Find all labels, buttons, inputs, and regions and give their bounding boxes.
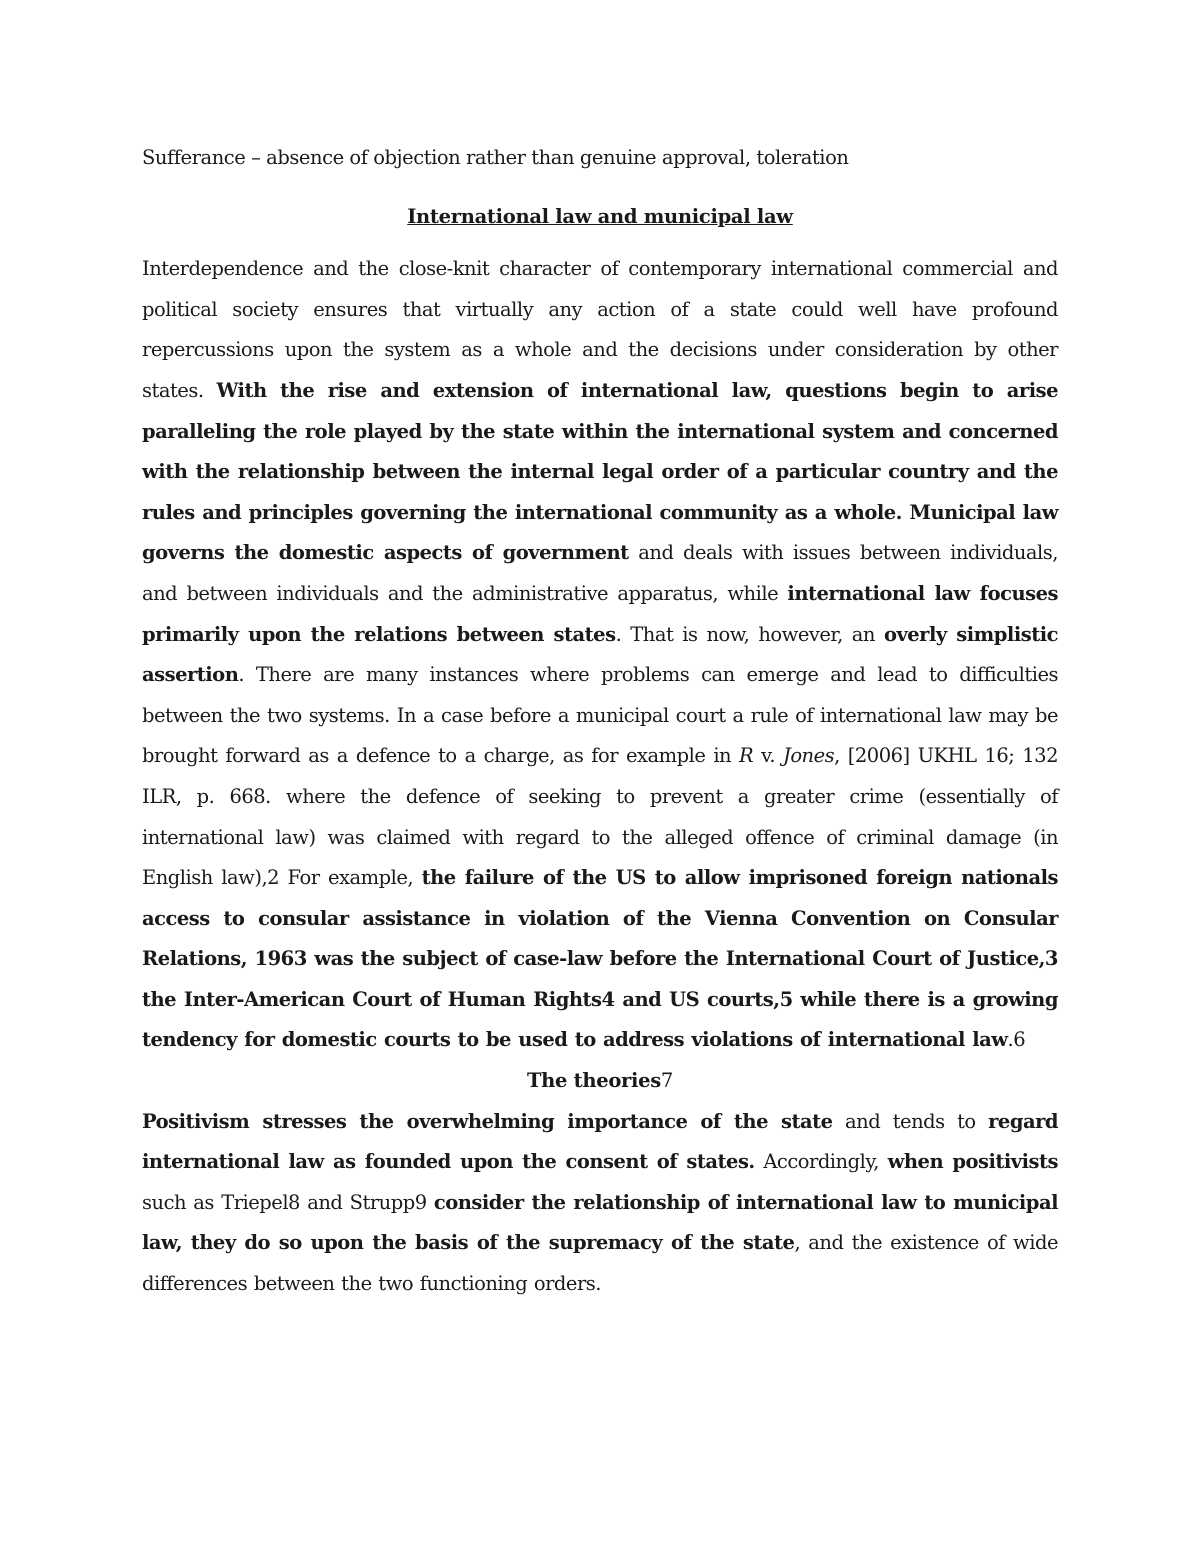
para1-text-6: .6 [1007, 1028, 1026, 1052]
para2-text-1: and tends to [832, 1109, 989, 1133]
para1-bold-3: overly simplistic assertion [142, 622, 1058, 687]
para1-bold-2: international law focuses primarily upon the relations between states [142, 581, 1058, 646]
subsection-title-note: 7 [660, 1069, 674, 1093]
para2-text-4: , and the existence of wide differences between the two functioning orders. [142, 1231, 1058, 1296]
case-versus: v. [753, 744, 783, 768]
section-title: International law and municipal law [407, 204, 793, 228]
para1-bold-4: the failure of the US to allow imprisoned foreign nationals access to consular assistance in violation of the Vienna Convention on Consular Relations, 1963 was the subject of case-law before the International Court of Justice,3 the Inter-American Court of Human Rights4 and US courts,5 while there is a growing tendency for domestic courts to be used to address violations of international law [142, 866, 1059, 1052]
case-name-jones: Jones [783, 744, 835, 768]
subsection-title-text: The theories [526, 1069, 661, 1093]
subsection-title [142, 1061, 1058, 1102]
para1-text-4: . There are many instances where problems can emerge and lead to difficulties between the two systems. In a case before a municipal court a rule of international law may be brought forward as a defence to a charge, as for example in [142, 663, 1058, 768]
body-paragraph-2 [142, 1102, 1058, 1305]
para1-text-5: , [2006] UKHL 16; 132 ILR, p. 668. where the defence of seeking to prevent a greater crime (essentially of international law) was claimed with regard to the alleged offence of criminal damage (in English law),2 For example, [142, 744, 1058, 890]
body-paragraph-1 [142, 249, 1058, 1061]
para2-bold-2: regard international law as founded upon the consent of states. [142, 1109, 1059, 1174]
case-name-r: R [739, 744, 754, 768]
para2-text-3: such as Triepel8 and Strupp9 [142, 1190, 434, 1214]
definition-line: Sufferance – absence of objection rather than genuine approval, toleration [142, 146, 849, 169]
para1-text-2: and deals with issues between individuals, and between individuals and the administrative apparatus, while [142, 541, 1058, 605]
para2-text-2: Accordingly, [754, 1150, 888, 1174]
document-page [142, 138, 1058, 1305]
para1-text-3: . That is now, however, an [615, 622, 884, 646]
para2-bold-4: consider the relationship of international law to municipal law, they do so upon the basis of the supremacy of the state [142, 1190, 1058, 1255]
para2-bold-1: Positivism stresses the overwhelming importance of the state [142, 1109, 833, 1133]
para1-bold-1: With the rise and extension of international law, questions begin to arise paralleling the role played by the state within the international system and concerned with the relationship between the internal legal order of a particular country and the rules and principles governing the international community as a whole. Municipal law governs the domestic aspects of government [142, 378, 1059, 565]
para2-bold-3: when positivists [887, 1150, 1058, 1174]
para1-text-1: Interdependence and the close-knit character of contemporary international commercial and political society ensures that virtually any action of a state could well have profound repercussions upon the system as a whole and the decisions under consideration by other states. [142, 257, 1058, 402]
